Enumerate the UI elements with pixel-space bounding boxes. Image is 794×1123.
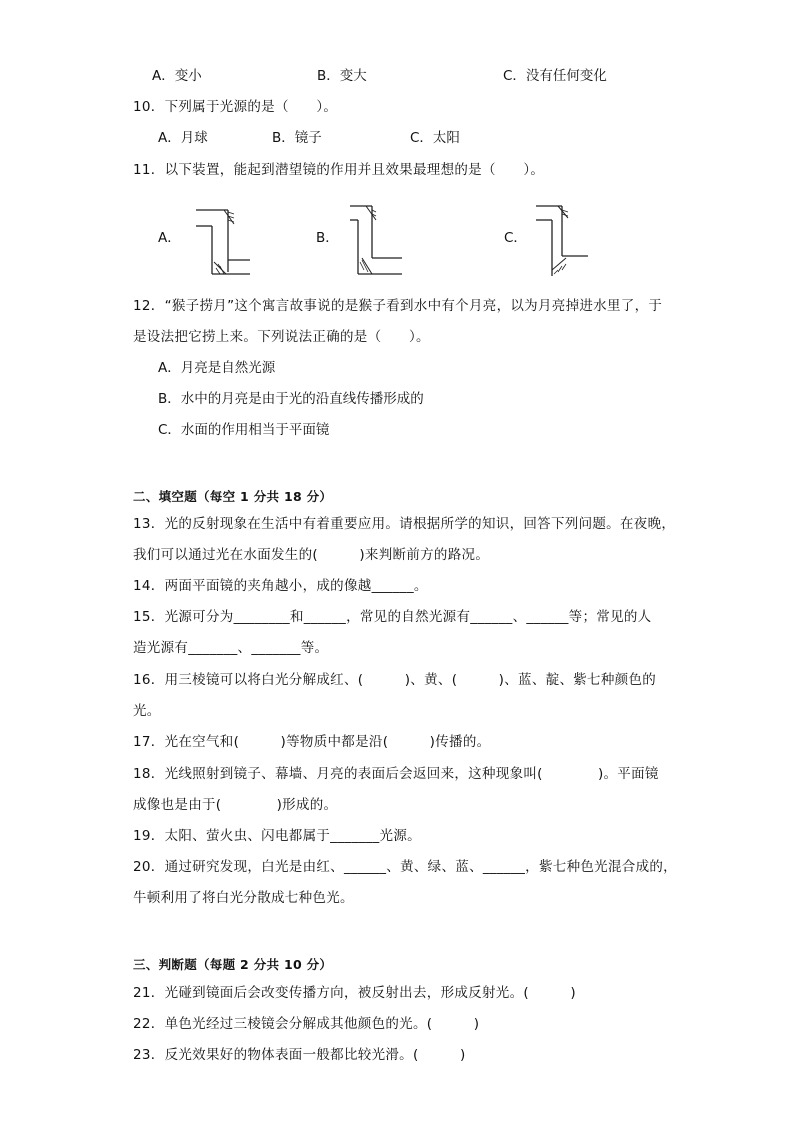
section3-line: 22．单色光经过三棱镜会分解成其他颜色的光。( )	[133, 1016, 480, 1032]
section2-line: 20．通过研究发现，白光是由红、______、黄、绿、蓝、______，紫七种色光混合成的，	[133, 859, 677, 875]
q10-option-c: C．太阳	[410, 130, 460, 146]
q11-stem: 11．以下装置，能起到潜望镜的作用并且效果最理想的是（ ）。	[133, 162, 545, 178]
q11-option-a-label: A．	[158, 230, 181, 246]
section3-title: 三、判断题（每题 2 分共 10 分）	[133, 957, 333, 972]
section2-title: 二、填空题（每空 1 分共 18 分）	[133, 489, 333, 504]
section2-line: 成像也是由于( )形成的。	[133, 797, 338, 813]
section2-line: 我们可以通过光在水面发生的( )来判断前方的路况。	[133, 547, 490, 563]
q12-stem-line2: 是设法把它捞上来。下列说法正确的是（ ）。	[133, 329, 430, 345]
section2-line: 17．光在空气和( )等物质中都是沿( )传播的。	[133, 734, 491, 750]
section2-line: 16．用三棱镜可以将白光分解成红、( )、黄、( )、蓝、靛、紫七种颜色的	[133, 672, 657, 688]
q10-option-b: B．镜子	[272, 130, 322, 146]
q10-stem: 10．下列属于光源的是（ ）。	[133, 99, 338, 115]
section2-line: 牛顿利用了将白光分散成七种色光。	[133, 890, 354, 906]
section2-line: 14．两面平面镜的夹角越小，成的像越______。	[133, 578, 428, 594]
q10-option-a: A．月球	[158, 130, 208, 146]
q12-option-b: B．水中的月亮是由于光的沿直线传播形成的	[158, 391, 424, 407]
q12-option-a: A．月亮是自然光源	[158, 360, 276, 376]
section3-line: 21．光碰到镜面后会改变传播方向，被反射出去，形成反射光。( )	[133, 985, 576, 1001]
q9-option-c: C．没有任何变化	[503, 68, 607, 84]
section2-line: 光。	[133, 703, 161, 719]
q12-option-c: C．水面的作用相当于平面镜	[158, 422, 330, 438]
periscope-a-diagram	[190, 204, 260, 282]
periscope-c-diagram	[528, 200, 598, 282]
q9-option-b: B．变大	[317, 68, 367, 84]
periscope-b-diagram	[342, 200, 412, 280]
q12-stem-line1: 12．“猴子捞月”这个寓言故事说的是猴子看到水中有个月亮，以为月亮掉进水里了，于	[133, 298, 663, 314]
section3-line: 23．反光效果好的物体表面一般都比较光滑。( )	[133, 1047, 466, 1063]
q9-option-a: A．变小	[152, 68, 202, 84]
section2-line: 造光源有_______、_______等。	[133, 640, 329, 656]
section2-line: 13．光的反射现象在生活中有着重要应用。请根据所学的知识，回答下列问题。在夜晚，	[133, 516, 676, 532]
q11-option-b-label: B．	[316, 230, 339, 246]
section2-line: 19．太阳、萤火虫、闪电都属于_______光源。	[133, 828, 421, 844]
q11-option-c-label: C．	[504, 230, 527, 246]
section2-line: 15．光源可分为________和______，常见的自然光源有______、______等；常见的人	[133, 609, 652, 625]
section2-line: 18．光线照射到镜子、幕墙、月亮的表面后会返回来，这种现象叫( )。平面镜	[133, 766, 659, 782]
